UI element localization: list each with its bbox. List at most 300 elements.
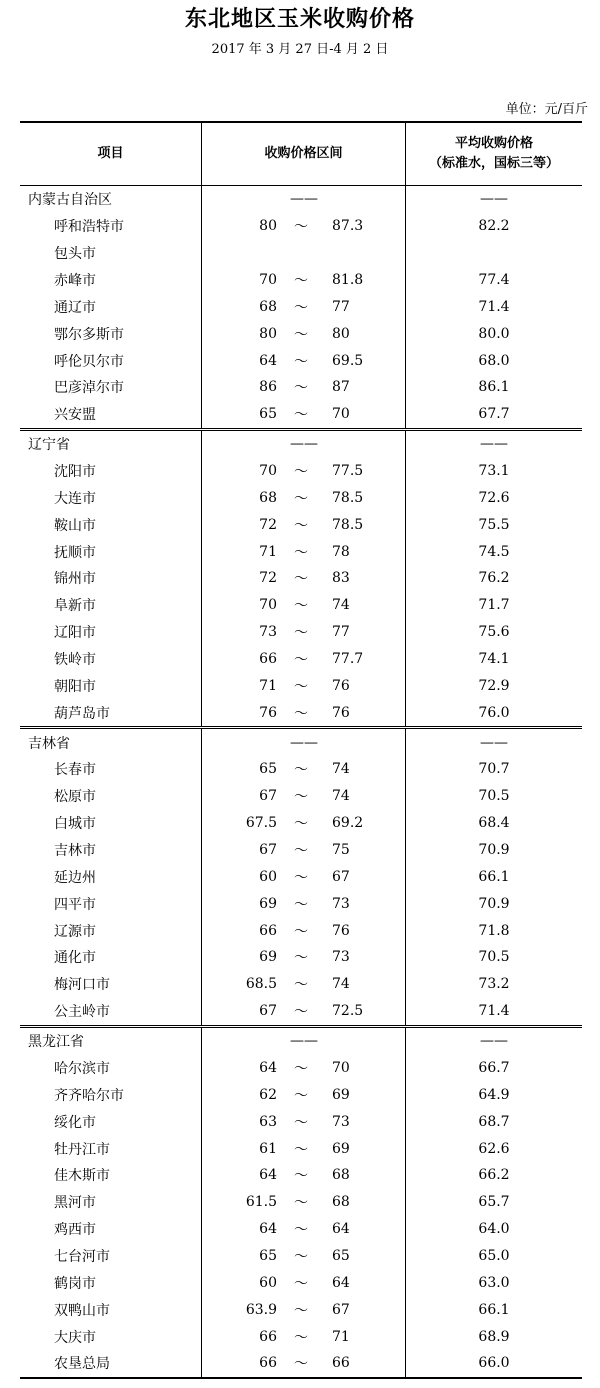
price-low: 65 <box>259 1247 277 1264</box>
city-name: 绥化市 <box>20 1108 202 1135</box>
price-low: 67 <box>259 1003 277 1020</box>
price-average: 66.0 <box>478 1355 510 1372</box>
price-high: 68 <box>332 1167 350 1184</box>
range-separator: ～ <box>294 1114 308 1131</box>
price-range <box>202 1162 406 1189</box>
header-item: 项目 <box>20 123 202 185</box>
table-row <box>20 971 582 998</box>
range-separator: ～ <box>294 950 308 967</box>
price-low: 69 <box>259 949 277 966</box>
city-name: 辽源市 <box>20 917 202 944</box>
price-average: 68.9 <box>478 1328 510 1345</box>
table-row <box>20 511 582 538</box>
city-name: 公主岭市 <box>20 998 202 1025</box>
price-low: 63 <box>259 1113 277 1130</box>
price-high: 87.3 <box>332 218 364 235</box>
price-average: 67.7 <box>478 406 510 423</box>
price-average: 71.4 <box>478 1003 510 1020</box>
price-low: 66 <box>259 1328 277 1345</box>
city-name: 长春市 <box>20 756 202 783</box>
table-row <box>20 293 582 320</box>
table-row <box>20 374 582 401</box>
price-range <box>202 1189 406 1216</box>
price-high: 75 <box>332 842 350 859</box>
city-name: 农垦总局 <box>20 1350 202 1377</box>
price-average: 74.5 <box>478 543 510 560</box>
price-range <box>202 484 406 511</box>
city-name: 赤峰市 <box>20 267 202 294</box>
price-range <box>202 267 406 294</box>
table-row <box>20 1108 582 1135</box>
price-average: 68.7 <box>478 1113 510 1130</box>
price-average: 70.5 <box>478 788 510 805</box>
city-name: 通辽市 <box>20 293 202 320</box>
price-low: 71 <box>259 677 277 694</box>
price-range <box>202 374 406 401</box>
province-average: —— <box>480 436 508 453</box>
price-low: 66 <box>259 1355 277 1372</box>
price-low: 64 <box>259 1167 277 1184</box>
price-high: 81.8 <box>332 272 364 288</box>
table-row <box>20 458 582 485</box>
price-average: 73.2 <box>478 976 510 993</box>
header-average-line1: 平均收购价格 <box>454 136 533 151</box>
range-separator: ～ <box>294 1302 308 1319</box>
price-range <box>202 1269 406 1296</box>
price-average: 70.9 <box>478 895 510 912</box>
province-average: —— <box>480 1033 508 1050</box>
table-row <box>20 756 582 783</box>
price-range <box>202 1216 406 1243</box>
price-range <box>202 619 406 646</box>
province-average: —— <box>480 734 508 751</box>
price-low: 67.5 <box>245 815 277 832</box>
price-high: 78 <box>332 543 350 560</box>
table-row <box>20 1269 582 1296</box>
city-name: 大庆市 <box>20 1323 202 1350</box>
city-name: 鞍山市 <box>20 511 202 538</box>
province-group <box>20 1028 582 1377</box>
price-low: 76 <box>259 704 277 721</box>
city-name: 四平市 <box>20 890 202 917</box>
price-high: 76 <box>332 677 350 694</box>
city-name: 包头市 <box>20 240 202 267</box>
price-range <box>202 672 406 699</box>
price-high: 74 <box>332 761 350 778</box>
price-low: 66 <box>259 922 277 939</box>
price-high: 77.7 <box>332 651 364 668</box>
price-average: 86.1 <box>478 379 510 396</box>
price-low: 64 <box>259 352 277 369</box>
price-average: 66.1 <box>478 868 510 885</box>
price-low: 60 <box>259 1274 277 1291</box>
province-row <box>20 431 582 458</box>
price-low: 65 <box>259 406 277 423</box>
price-high: 73 <box>332 895 350 912</box>
price-average: 76.2 <box>478 570 510 587</box>
range-separator: ～ <box>294 1060 308 1077</box>
price-low: 65 <box>259 761 277 778</box>
price-low: 72 <box>259 516 277 533</box>
table-row <box>20 998 582 1025</box>
price-high: 74 <box>332 597 350 614</box>
table-row <box>20 1055 582 1082</box>
price-average: 71.8 <box>478 922 510 939</box>
range-separator: ～ <box>294 678 308 695</box>
price-range <box>202 890 406 917</box>
price-range <box>202 293 406 320</box>
range-separator: ～ <box>294 762 308 779</box>
range-separator: ～ <box>294 407 308 424</box>
price-average <box>406 240 582 267</box>
range-separator: ～ <box>294 326 308 343</box>
price-table <box>20 121 582 1379</box>
table-row <box>20 863 582 890</box>
price-average: 71.7 <box>478 597 510 614</box>
price-range <box>202 320 406 347</box>
price-average: 68.4 <box>478 815 510 832</box>
city-name: 白城市 <box>20 810 202 837</box>
table-row <box>20 565 582 592</box>
price-low: 61.5 <box>245 1194 277 1211</box>
price-high: 64 <box>332 1221 350 1238</box>
price-high: 76 <box>332 922 350 939</box>
province-row <box>20 1028 582 1055</box>
price-high: 76 <box>332 704 350 721</box>
table-row <box>20 1135 582 1162</box>
price-low: 60 <box>259 868 277 885</box>
province-range: —— <box>290 1033 318 1050</box>
range-separator: ～ <box>294 353 308 370</box>
price-range <box>202 1296 406 1323</box>
price-average: 66.1 <box>478 1301 510 1318</box>
price-range <box>202 565 406 592</box>
price-range <box>202 863 406 890</box>
table-row <box>20 1189 582 1216</box>
range-separator: ～ <box>294 1356 308 1373</box>
city-name: 巴彦淖尔市 <box>20 374 202 401</box>
price-high: 69 <box>332 1140 350 1157</box>
price-low: 68 <box>259 489 277 506</box>
range-separator: ～ <box>294 923 308 940</box>
province-average: —— <box>480 191 508 208</box>
province-group <box>20 431 582 729</box>
price-range <box>202 592 406 619</box>
unit-label: 单位：元/百斤 <box>505 102 588 117</box>
table-row <box>20 619 582 646</box>
price-low: 62 <box>259 1086 277 1103</box>
price-average: 70.9 <box>478 842 510 859</box>
city-name: 七台河市 <box>20 1243 202 1270</box>
header-range: 收购价格区间 <box>202 123 406 185</box>
price-range <box>202 810 406 837</box>
price-range <box>202 1135 406 1162</box>
price-high: 69.2 <box>332 815 364 832</box>
price-range <box>202 756 406 783</box>
price-average: 76.0 <box>478 704 510 721</box>
price-high: 77 <box>332 298 350 315</box>
city-name: 阜新市 <box>20 592 202 619</box>
price-range <box>202 971 406 998</box>
province-name: 黑龙江省 <box>20 1028 202 1055</box>
city-name: 抚顺市 <box>20 538 202 565</box>
price-high: 70 <box>332 1059 350 1076</box>
price-low: 63.9 <box>245 1301 277 1318</box>
province-row <box>20 729 582 756</box>
price-average: 65.7 <box>478 1194 510 1211</box>
price-low: 80 <box>259 218 277 235</box>
province-name: 内蒙古自治区 <box>20 186 202 213</box>
price-low: 73 <box>259 624 277 641</box>
city-name: 鄂尔多斯市 <box>20 320 202 347</box>
table-row <box>20 1216 582 1243</box>
price-range <box>202 699 406 726</box>
province-name: 吉林省 <box>20 729 202 756</box>
range-separator: ～ <box>294 517 308 534</box>
range-separator: ～ <box>294 869 308 886</box>
price-high: 68 <box>332 1194 350 1211</box>
price-high: 70 <box>332 406 350 423</box>
range-separator: ～ <box>294 705 308 722</box>
price-low: 64 <box>259 1221 277 1238</box>
price-high: 69.5 <box>332 352 364 369</box>
range-separator: ～ <box>294 816 308 833</box>
city-name: 大连市 <box>20 484 202 511</box>
table-body <box>20 186 582 1377</box>
price-low: 70 <box>259 272 277 288</box>
city-name: 兴安盟 <box>20 401 202 428</box>
price-low: 66 <box>259 651 277 668</box>
range-separator: ～ <box>294 219 308 236</box>
table-row <box>20 810 582 837</box>
price-high: 66 <box>332 1355 350 1372</box>
city-name: 铁岭市 <box>20 646 202 673</box>
price-range <box>202 213 406 240</box>
range-separator: ～ <box>294 652 308 669</box>
table-row <box>20 347 582 374</box>
price-average: 72.6 <box>478 489 510 506</box>
table-row <box>20 267 582 294</box>
table-row <box>20 890 582 917</box>
table-row <box>20 1162 582 1189</box>
price-range <box>202 917 406 944</box>
price-range <box>202 998 406 1025</box>
price-low: 69 <box>259 895 277 912</box>
price-low: 72 <box>259 570 277 587</box>
price-high: 67 <box>332 1301 350 1318</box>
price-high: 77.5 <box>332 463 364 480</box>
city-name: 锦州市 <box>20 565 202 592</box>
price-low: 68 <box>259 298 277 315</box>
table-row <box>20 1243 582 1270</box>
city-name: 辽阳市 <box>20 619 202 646</box>
range-separator: ～ <box>294 1004 308 1021</box>
price-high: 73 <box>332 1113 350 1130</box>
range-separator: ～ <box>294 625 308 642</box>
city-name: 通化市 <box>20 944 202 971</box>
price-low: 70 <box>259 463 277 480</box>
price-range <box>202 347 406 374</box>
city-name: 鹤岗市 <box>20 1269 202 1296</box>
table-row <box>20 592 582 619</box>
range-separator: ～ <box>294 598 308 615</box>
city-name: 佳木斯市 <box>20 1162 202 1189</box>
range-separator: ～ <box>294 490 308 507</box>
range-separator: ～ <box>294 1141 308 1158</box>
price-high: 83 <box>332 570 350 587</box>
price-average: 72.9 <box>478 677 510 694</box>
range-separator: ～ <box>294 1222 308 1239</box>
price-low: 80 <box>259 325 277 342</box>
city-name: 呼和浩特市 <box>20 213 202 240</box>
table-row <box>20 320 582 347</box>
range-separator: ～ <box>294 1275 308 1292</box>
price-low: 61 <box>259 1140 277 1157</box>
city-name: 吉林市 <box>20 837 202 864</box>
price-high: 77 <box>332 624 350 641</box>
city-name: 葫芦岛市 <box>20 699 202 726</box>
table-row <box>20 672 582 699</box>
date-range: 2017 年 3 月 27 日-4 月 2 日 <box>211 42 389 57</box>
price-range <box>202 458 406 485</box>
price-low: 64 <box>259 1059 277 1076</box>
price-range <box>202 1350 406 1377</box>
price-high: 64 <box>332 1274 350 1291</box>
city-name: 齐齐哈尔市 <box>20 1081 202 1108</box>
price-high: 78.5 <box>332 516 364 533</box>
table-row <box>20 1081 582 1108</box>
price-average: 70.5 <box>478 949 510 966</box>
city-name: 哈尔滨市 <box>20 1055 202 1082</box>
price-high: 74 <box>332 976 350 993</box>
table-row <box>20 944 582 971</box>
range-separator: ～ <box>294 1248 308 1265</box>
price-high: 71 <box>332 1328 350 1345</box>
price-range <box>202 944 406 971</box>
range-separator: ～ <box>294 896 308 913</box>
price-range <box>202 1108 406 1135</box>
price-high: 74 <box>332 788 350 805</box>
price-low: 67 <box>259 788 277 805</box>
range-separator: ～ <box>294 843 308 860</box>
province-group <box>20 186 582 431</box>
city-name: 呼伦贝尔市 <box>20 347 202 374</box>
range-separator: ～ <box>294 789 308 806</box>
price-average: 75.5 <box>478 516 510 533</box>
table-row <box>20 213 582 240</box>
range-separator: ～ <box>294 544 308 561</box>
price-high: 78.5 <box>332 489 364 506</box>
table-row <box>20 783 582 810</box>
price-range <box>202 1323 406 1350</box>
page-title: 东北地区玉米收购价格 <box>184 7 415 32</box>
price-low: 86 <box>259 379 277 396</box>
province-row <box>20 186 582 213</box>
price-range <box>202 783 406 810</box>
range-separator: ～ <box>294 571 308 588</box>
price-average: 62.6 <box>478 1140 510 1157</box>
price-high: 72.5 <box>332 1003 364 1020</box>
range-separator: ～ <box>294 1087 308 1104</box>
range-separator: ～ <box>294 1168 308 1185</box>
range-separator: ～ <box>294 299 308 316</box>
price-average: 65.0 <box>478 1247 510 1264</box>
price-high: 67 <box>332 868 350 885</box>
price-range <box>202 538 406 565</box>
table-row <box>20 1323 582 1350</box>
table-row <box>20 538 582 565</box>
province-range: —— <box>290 191 318 208</box>
price-high: 80 <box>332 325 350 342</box>
table-row <box>20 699 582 726</box>
price-average: 66.2 <box>478 1167 510 1184</box>
price-average: 75.6 <box>478 624 510 641</box>
price-high: 87 <box>332 379 350 396</box>
province-group <box>20 729 582 1027</box>
range-separator: ～ <box>294 273 308 289</box>
city-name: 延边州 <box>20 863 202 890</box>
price-low: 70 <box>259 597 277 614</box>
table-row <box>20 401 582 428</box>
price-range <box>202 511 406 538</box>
price-average: 73.1 <box>478 463 510 480</box>
header-average <box>406 123 582 185</box>
city-name: 牡丹江市 <box>20 1135 202 1162</box>
price-range <box>202 1055 406 1082</box>
city-name: 沈阳市 <box>20 458 202 485</box>
city-name: 黑河市 <box>20 1189 202 1216</box>
price-high: 65 <box>332 1247 350 1264</box>
price-average: 66.7 <box>478 1059 510 1076</box>
price-range <box>202 837 406 864</box>
table-row <box>20 484 582 511</box>
range-separator: ～ <box>294 977 308 994</box>
city-name: 双鸭山市 <box>20 1296 202 1323</box>
price-average: 82.2 <box>478 218 510 235</box>
price-range <box>202 646 406 673</box>
price-range <box>202 1081 406 1108</box>
price-average: 80.0 <box>478 325 510 342</box>
range-separator: ～ <box>294 1329 308 1346</box>
price-range <box>202 1243 406 1270</box>
price-average: 68.0 <box>478 352 510 369</box>
province-range: —— <box>290 734 318 751</box>
province-range: —— <box>290 436 318 453</box>
table-row <box>20 917 582 944</box>
city-name: 梅河口市 <box>20 971 202 998</box>
range-separator: ～ <box>294 380 308 397</box>
table-row <box>20 1296 582 1323</box>
price-average: 71.4 <box>478 298 510 315</box>
city-name: 朝阳市 <box>20 672 202 699</box>
city-name: 鸡西市 <box>20 1216 202 1243</box>
price-average: 63.0 <box>478 1274 510 1291</box>
table-row <box>20 1350 582 1377</box>
price-average: 64.0 <box>478 1221 510 1238</box>
table-row <box>20 646 582 673</box>
price-low: 68.5 <box>245 976 277 993</box>
price-average: 64.9 <box>478 1086 510 1103</box>
price-average: 70.7 <box>478 761 510 778</box>
province-name: 辽宁省 <box>20 431 202 458</box>
price-average: 77.4 <box>478 272 510 288</box>
header-average-line2: （标准水，国标三等） <box>428 156 559 171</box>
price-range <box>202 401 406 428</box>
city-name: 松原市 <box>20 783 202 810</box>
price-high: 69 <box>332 1086 350 1103</box>
table-row <box>20 240 582 267</box>
range-separator: ～ <box>294 464 308 481</box>
